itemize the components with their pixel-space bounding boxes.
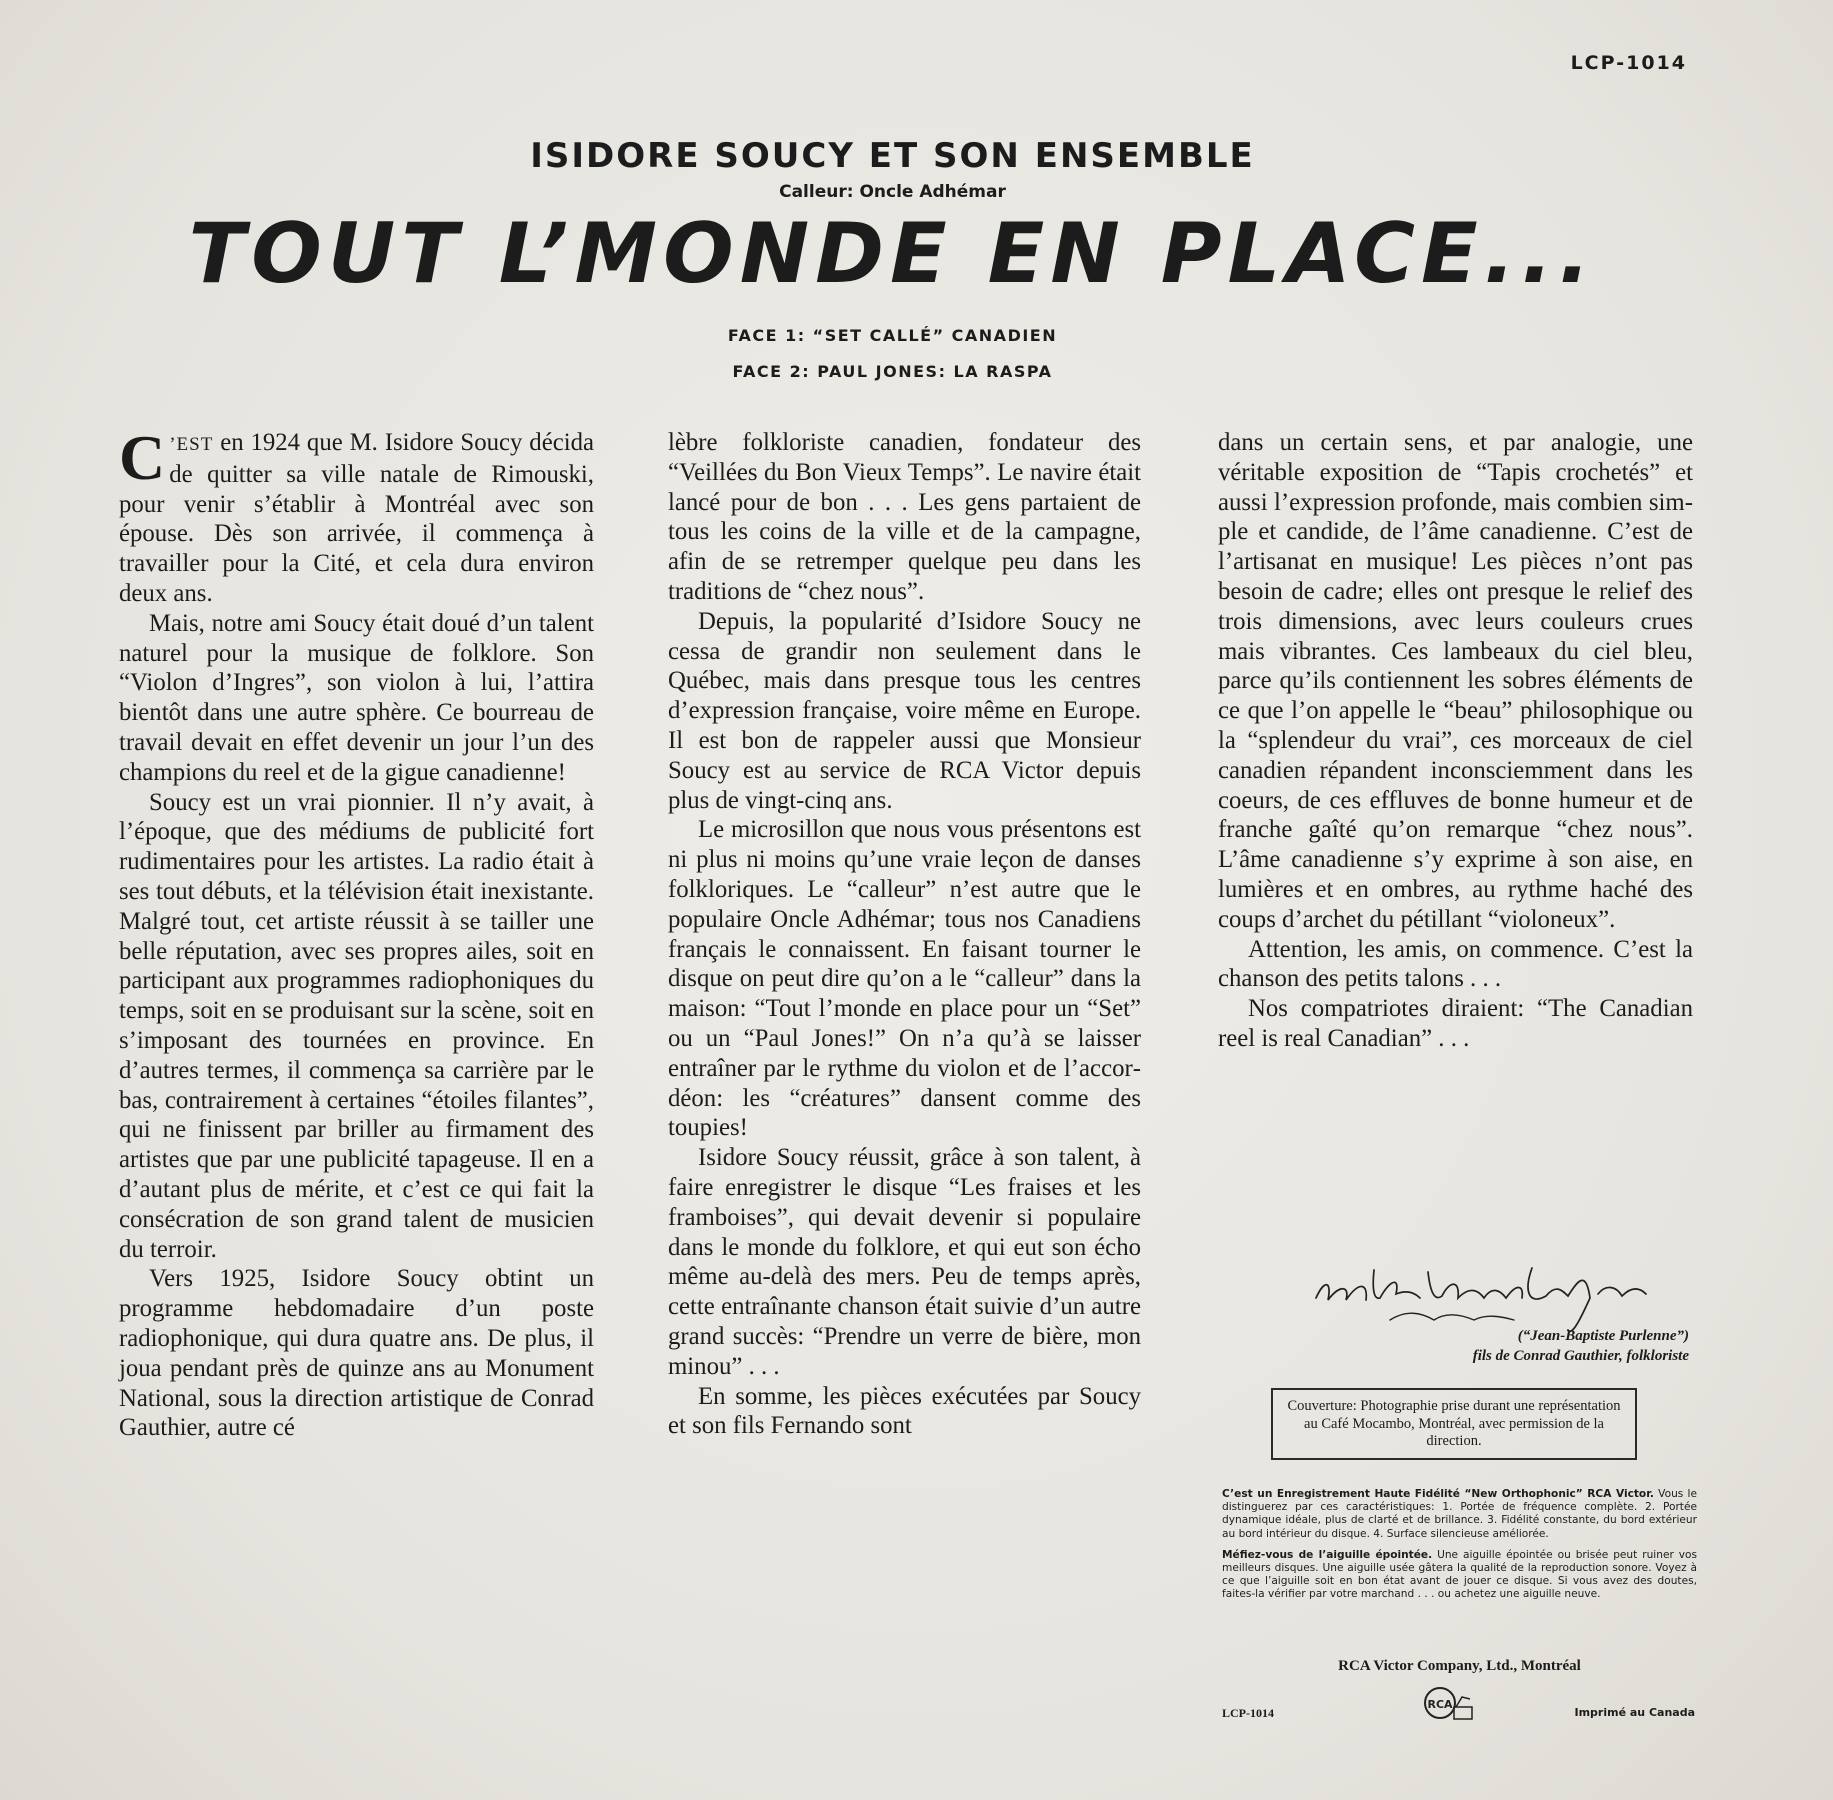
needle-heading: Méfiez-vous de l’aiguille épointée. xyxy=(1222,1548,1433,1561)
company-name: RCA Victor Company, Ltd., Montréal xyxy=(1338,1658,1581,1674)
artist-name: ISIDORE SOUCY ET SON ENSEMBLE xyxy=(530,136,1255,176)
rca-victor-logo-icon xyxy=(1420,1685,1476,1725)
liner-paragraph: dans un certain sens, et par analogie, une véritable exposition de “Tapis crochetés” et aussi l’expression profonde, mais combien simple et candide, de l’âme canadienne. C’est de l’artisanat en musique! Les pièces n’ont pas besoin de cadre; elles ont presque le relief des trois dimensions, avec leurs couleurs crues mais vibrantes. Ces lambeaux du ciel bleu, parce qu’ils contiennent les sobres éléments de ce que l’on appelle le “beau” philosophique ou la “splendeur du vrai”, ces morceaux de ciel canadien répandent inconsciemment dans les coeurs, de ces effluves de bonne humeur et de franche gaîté qu’on remarque “chez nous”. L’âme canadienne s’y exprime à son aise, en lumières et en ombres, au rythme haché des coups d’archet du pétillant “violoneux”. xyxy=(1218,429,1693,933)
liner-paragraph: lèbre folkloriste canadien, fondateur des “Veillées du Bon Vieux Temps”. Le navire était lancé pour de bon . . . Les gens partaient de tous les coins de la ville et de la campagne, afin de se retremper quelque peu dans les traditions de “chez nous”. xyxy=(668,429,1141,605)
hifi-heading: C’est un Enregistrement Haute Fidélité “New Orthophonic” RCA Victor. xyxy=(1222,1488,1654,1500)
author-credit xyxy=(1300,1326,1689,1366)
drop-cap: C xyxy=(119,422,166,493)
needle-body: Une aiguille épointée ou brisée peut ruiner vos meilleurs disques. Une aiguille usée gâtera la qualité de la reproduction sonore. Voyez à ce que l’aiguille soit en bon état avant de jouer ce disque. Si vous avez des doutes, faites-la vérifier par votre marchand . . . ou achetez une aiguille neuve. xyxy=(1222,1548,1697,1601)
author-description: fils de Conrad Gauthier, folkloriste xyxy=(1472,1348,1689,1364)
printed-in: Imprimé au Canada xyxy=(1574,1706,1695,1719)
hifi-body: Vous le distinguerez par ces caractéristiques: 1. Portée de fréquence complète. 2. Portée dynamique idéale, plus de clarté et de brillance. 3. Fidélité constante, du bord extérieur au bord intérieur du disque. 4. Surface silencieuse améliorée. xyxy=(1222,1488,1697,1540)
liner-notes-column-3 xyxy=(1218,428,1693,1054)
catalog-number-top: LCP-1014 xyxy=(1570,52,1687,74)
liner-notes-column-2 xyxy=(668,428,1141,1441)
liner-paragraph: Vers 1925, Isidore Soucy obtint un programme hebdomadaire d’un poste radiophonique, qui dura quatre ans. De plus, il joua pendant près de quinze ans au Monument National, sous la direction artistique de Conrad Gauthier, autre cé xyxy=(119,1265,594,1442)
liner-paragraph: Attention, les amis, on commence. C’est la chanson des petits talons . . . xyxy=(1218,935,1693,993)
needle-paragraph xyxy=(1222,1549,1697,1602)
face-1-label: FACE 1: “SET CALLÉ” CANADIEN xyxy=(727,326,1058,345)
liner-paragraph: Depuis, la popularité d’Isidore Soucy ne cessa de grandir non seulement dans le Québec, mais dans presque tous les centres d’expression française, voire même en Europe. Il est bon de rappeler aussi que Monsieur Soucy est au service de RCA Victor depuis plus de vingt-cinq ans. xyxy=(668,607,1141,814)
liner-paragraph: Le microsillon que nous vous présentons est ni plus ni moins qu’une vraie leçon de danses folkloriques. Le “calleur” n’est autre que le populaire Oncle Adhémar; tous nos Canadiens français le connaissent. En faisant tourner le disque on peut dire qu’on a le “calleur” dans la maison: “Tout l’monde en place pour un “Set” ou un “Paul Jones!” On n’a qu’à se laisser entraîner par le rythme du violon et de l’accordéon: les “créatures” dansent comme des toupies! xyxy=(668,816,1141,1142)
album-title: TOUT L’MONDE EN PLACE... xyxy=(188,205,1597,302)
hifi-paragraph xyxy=(1222,1488,1697,1541)
liner-paragraph: Nos compatriotes diraient: “The Canadian reel is real Canadian” . . . xyxy=(1218,995,1693,1052)
cover-photo-note: Couverture: Photographie prise durant une représentation au Café Mocambo, Montréal, avec permission de la direction. xyxy=(1271,1388,1637,1460)
liner-paragraph: Isidore Soucy réussit, grâce à son talent, à faire enregistrer le disque “Les fraises et les framboises”, qui devait devenir si populaire dans le monde du folklore, et qui eut son écho même au-delà des mers. Peu de temps après, cette entraînante chanson était suivie d’un autre grand succès: “Prendre un verre de bière, mon minou” . . . xyxy=(668,1144,1141,1380)
catalog-number-bottom: LCP-1014 xyxy=(1222,1706,1274,1720)
liner-paragraph xyxy=(119,422,594,609)
technical-notes xyxy=(1222,1488,1697,1610)
face-2-label: FACE 2: PAUL JONES: LA RASPA xyxy=(732,362,1053,381)
liner-paragraph: En somme, les pièces exécutées par Soucy et son fils Fernando sont xyxy=(668,1382,1141,1440)
paragraph-text: en 1924 que M. Isidore Soucy décida de quitter sa ville natale de Rimouski, pour venir s’établir à Montréal avec son épouse. Dès son arrivée, il commença à travailler pour la Cité, et cela dura environ deux ans. xyxy=(119,429,594,607)
liner-paragraph: Soucy est un vrai pionnier. Il n’y avait, à l’époque, que des médiums de publicité fort rudimentaires pour les artistes. La radio était à ses tout débuts, et la télévision était inexistante. Malgré tout, cet artiste réussit à se tailler une belle réputation, avec ses propres ailes, soit en participant aux programmes radiophoniques du temps, soit en se produisant sur la scène, soit en s’imposant des tournées en province. En d’autres termes, il commença sa carrière par le bas, contrairement à certaines “étoiles filantes”, qui ne finissent par briller au firmament des artistes que par une publicité tapageuse. Il en a d’autant plus de mérite, et c’est ce qui fait la consécration de son grand talent de musicien du terroir. xyxy=(119,788,594,1263)
author-pseudonym: (“Jean-Baptiste Purlenne”) xyxy=(1517,1328,1689,1344)
rca-logo-text: RCA xyxy=(1427,1698,1453,1711)
liner-notes-column-1 xyxy=(119,422,594,1443)
caller-credit: Calleur: Oncle Adhémar xyxy=(779,182,1006,202)
liner-paragraph: Mais, notre ami Soucy était doué d’un talent naturel pour la musique de folklore. Son “Violon d’Ingres”, son violon à lui, l’attira bientôt dans une autre sphère. Ce bourreau de travail devait en effet devenir un jour l’un des champions du reel et de la gigue canadienne! xyxy=(119,609,594,786)
lead-in: ’EST xyxy=(169,434,214,455)
